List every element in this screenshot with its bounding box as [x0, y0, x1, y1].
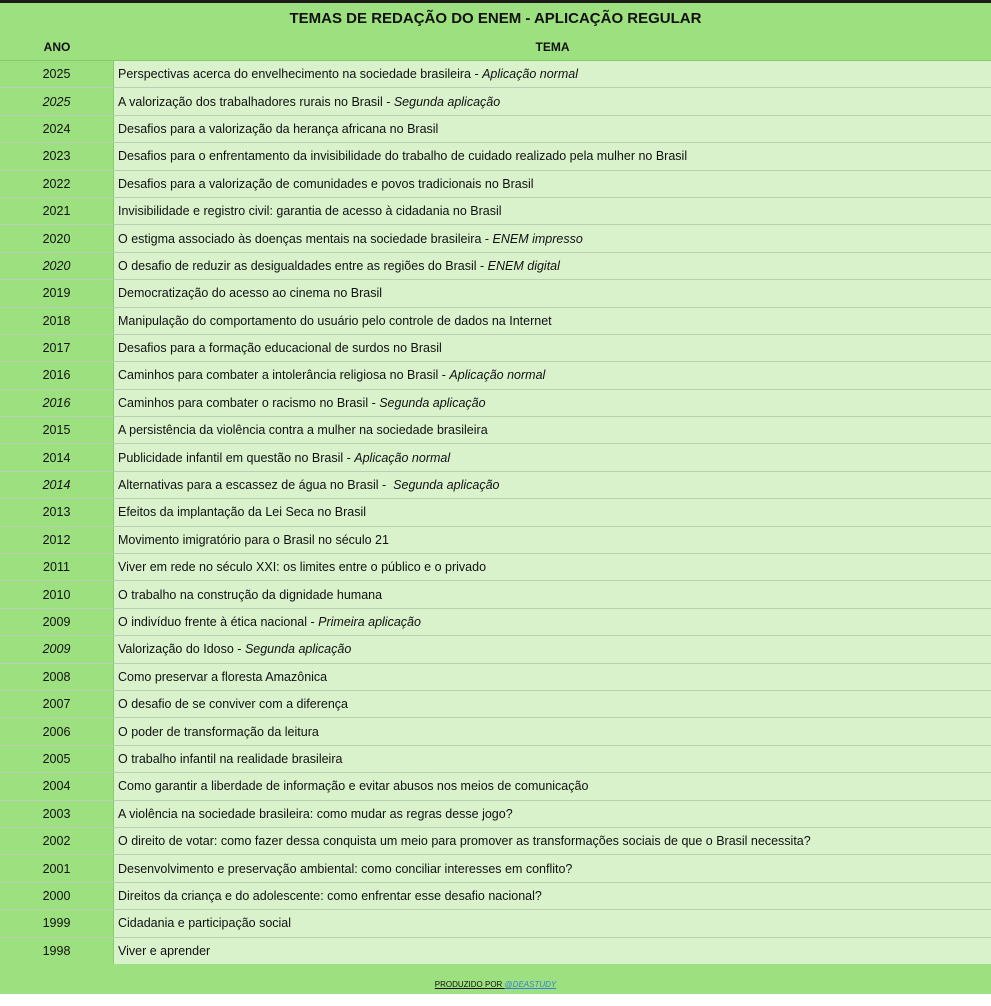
sheet-title: TEMAS DE REDAÇÃO DO ENEM - APLICAÇÃO REGULAR [0, 3, 991, 34]
themes-table [0, 61, 991, 965]
row-theme [114, 225, 991, 251]
row-theme [114, 910, 991, 936]
row-theme-text: Desafios para a valorização de comunidades e povos tradicionais no Brasil [118, 176, 534, 191]
table-row [0, 855, 991, 882]
table-row [0, 718, 991, 745]
row-theme [114, 581, 991, 607]
table-row [0, 472, 991, 499]
row-theme [114, 88, 991, 114]
table-row [0, 746, 991, 773]
row-theme [114, 636, 991, 662]
row-theme-note: Segunda aplicação [393, 94, 501, 109]
row-year: 1999 [0, 910, 114, 936]
row-theme [114, 801, 991, 827]
row-theme-text: Desafios para a formação educacional de surdos no Brasil [118, 341, 442, 356]
column-headers [0, 34, 991, 61]
table-row [0, 253, 991, 280]
row-theme-text: Movimento imigratório para o Brasil no século 21 [118, 532, 389, 547]
table-row [0, 581, 991, 608]
row-theme-text: O trabalho na construção da dignidade humana [118, 587, 383, 602]
table-row [0, 499, 991, 526]
row-theme-text: A violência na sociedade brasileira: como mudar as regras desse jogo? [118, 806, 513, 821]
row-theme [114, 883, 991, 909]
footer-handle-link[interactable]: @DEASTUDY [504, 980, 557, 989]
row-theme-text: A valorização dos trabalhadores rurais no Brasil - [118, 94, 394, 109]
table-row [0, 390, 991, 417]
row-theme [114, 855, 991, 881]
table-row [0, 444, 991, 471]
row-theme-text: Caminhos para combater o racismo no Brasil - [118, 395, 380, 410]
column-header-theme: TEMA [535, 40, 570, 54]
row-theme [114, 61, 991, 87]
row-theme-text: Viver em rede no século XXI: os limites entre o público e o privado [118, 560, 487, 575]
row-theme-text: O desafio de se conviver com a diferença [118, 697, 348, 712]
row-year: 2016 [0, 390, 114, 416]
row-theme-text: Desenvolvimento e preservação ambiental: como conciliar interesses em conflito? [118, 861, 573, 876]
row-theme [114, 472, 991, 498]
row-theme-note: Aplicação normal [449, 368, 546, 383]
table-row [0, 636, 991, 663]
row-year: 2005 [0, 746, 114, 772]
row-theme-text: Efeitos da implantação da Lei Seca no Brasil [118, 505, 367, 520]
table-row [0, 362, 991, 389]
row-theme-note: Segunda aplicação [244, 642, 352, 657]
table-row [0, 417, 991, 444]
row-theme-text: Desafios para o enfrentamento da invisibilidade do trabalho de cuidado realizado pela mulher no Brasil [118, 149, 688, 164]
row-year: 2018 [0, 308, 114, 334]
row-theme-note: ENEM digital [487, 258, 560, 273]
row-theme-note: Aplicação normal [354, 450, 451, 465]
table-row [0, 280, 991, 307]
row-theme [114, 253, 991, 279]
row-year: 2022 [0, 171, 114, 197]
table-row [0, 609, 991, 636]
table-row [0, 143, 991, 170]
row-theme [114, 746, 991, 772]
row-theme [114, 390, 991, 416]
row-theme-text: Caminhos para combater a intolerância religiosa no Brasil - [118, 368, 450, 383]
row-year: 2009 [0, 609, 114, 635]
row-year: 2006 [0, 718, 114, 744]
row-theme-text: Como garantir a liberdade de informação e evitar abusos nos meios de comunicação [118, 779, 589, 794]
row-year: 2012 [0, 527, 114, 553]
table-row [0, 335, 991, 362]
row-theme [114, 362, 991, 388]
row-year: 2023 [0, 143, 114, 169]
row-theme [114, 171, 991, 197]
row-year: 2014 [0, 472, 114, 498]
row-theme-text: O desafio de reduzir as desigualdades entre as regiões do Brasil - [118, 258, 488, 273]
table-row [0, 527, 991, 554]
row-theme [114, 116, 991, 142]
row-theme [114, 938, 991, 964]
table-row [0, 308, 991, 335]
row-theme [114, 718, 991, 744]
row-theme [114, 773, 991, 799]
table-row [0, 554, 991, 581]
row-theme [114, 527, 991, 553]
table-row [0, 171, 991, 198]
row-theme-text: O estigma associado às doenças mentais na sociedade brasileira - [118, 231, 493, 246]
column-header-year: ANO [43, 40, 71, 54]
row-year: 2025 [0, 61, 114, 87]
row-theme [114, 308, 991, 334]
table-row [0, 198, 991, 225]
row-theme-text: Direitos da criança e do adolescente: como enfrentar esse desafio nacional? [118, 888, 542, 903]
row-theme [114, 335, 991, 361]
row-year: 2016 [0, 362, 114, 388]
row-year: 2019 [0, 280, 114, 306]
row-theme-note: Segunda aplicação [379, 395, 486, 410]
row-theme [114, 828, 991, 854]
row-theme-text: Invisibilidade e registro civil: garantia de acesso à cidadania no Brasil [118, 204, 502, 219]
row-year: 2002 [0, 828, 114, 854]
row-theme-text: Valorização do Idoso - [118, 642, 245, 657]
row-year: 2020 [0, 253, 114, 279]
row-theme [114, 143, 991, 169]
row-year: 2000 [0, 883, 114, 909]
row-theme-note: ENEM impresso [492, 231, 583, 246]
row-year: 2007 [0, 691, 114, 717]
row-theme-text: Perspectivas acerca do envelhecimento na sociedade brasileira - [118, 67, 483, 82]
row-theme [114, 280, 991, 306]
footer-label: PRODUZIDO POR [434, 980, 505, 989]
row-theme-text: O direito de votar: como fazer dessa conquista um meio para promover as transformações sociais de que o Brasil necessita? [118, 834, 811, 849]
table-row [0, 828, 991, 855]
table-row [0, 910, 991, 937]
row-year: 2010 [0, 581, 114, 607]
row-theme-text: Publicidade infantil em questão no Brasil - [118, 450, 355, 465]
row-year: 2003 [0, 801, 114, 827]
row-theme [114, 499, 991, 525]
row-theme-text: Como preservar a floresta Amazônica [118, 669, 328, 684]
row-theme-text: Manipulação do comportamento do usuário pelo controle de dados na Internet [118, 313, 552, 328]
row-theme [114, 198, 991, 224]
table-row [0, 773, 991, 800]
row-theme-text: Viver e aprender [118, 943, 211, 958]
table-row [0, 61, 991, 88]
row-year: 2015 [0, 417, 114, 443]
row-theme-text: Cidadania e participação social [118, 916, 292, 931]
table-row [0, 116, 991, 143]
row-theme-text: Desafios para a valorização da herança africana no Brasil [118, 121, 439, 136]
row-year: 2024 [0, 116, 114, 142]
row-theme [114, 691, 991, 717]
row-year: 2014 [0, 444, 114, 470]
row-year: 2020 [0, 225, 114, 251]
row-theme [114, 417, 991, 443]
row-theme-text: A persistência da violência contra a mulher na sociedade brasileira [118, 423, 488, 438]
row-year: 2025 [0, 88, 114, 114]
row-theme [114, 664, 991, 690]
row-theme-text: O indivíduo frente à ética nacional - [118, 615, 319, 629]
row-year: 2017 [0, 335, 114, 361]
row-year: 2009 [0, 636, 114, 662]
row-theme [114, 609, 991, 635]
row-year: 2001 [0, 855, 114, 881]
row-year: 2008 [0, 664, 114, 690]
row-year: 2013 [0, 499, 114, 525]
row-year: 2004 [0, 773, 114, 799]
footer-credit [0, 964, 991, 994]
row-theme-note: Aplicação normal [482, 67, 578, 82]
row-year: 1998 [0, 938, 114, 964]
row-theme [114, 444, 991, 470]
row-theme-text: Alternativas para a escassez de água no Brasil - [118, 478, 394, 493]
row-year: 2011 [0, 554, 114, 580]
row-year: 2021 [0, 198, 114, 224]
row-theme-text: O poder de transformação da leitura [118, 724, 319, 739]
row-theme-text: O trabalho infantil na realidade brasileira [118, 751, 343, 766]
row-theme [114, 554, 991, 580]
row-theme-note: Primeira aplicação [318, 615, 421, 629]
row-theme-text: Democratização do acesso ao cinema no Brasil [118, 286, 383, 301]
table-row [0, 225, 991, 252]
row-theme-note: Segunda aplicação [393, 478, 500, 493]
table-row [0, 801, 991, 828]
table-row [0, 938, 991, 965]
table-row [0, 88, 991, 115]
table-row [0, 691, 991, 718]
table-row [0, 664, 991, 691]
table-row [0, 883, 991, 910]
